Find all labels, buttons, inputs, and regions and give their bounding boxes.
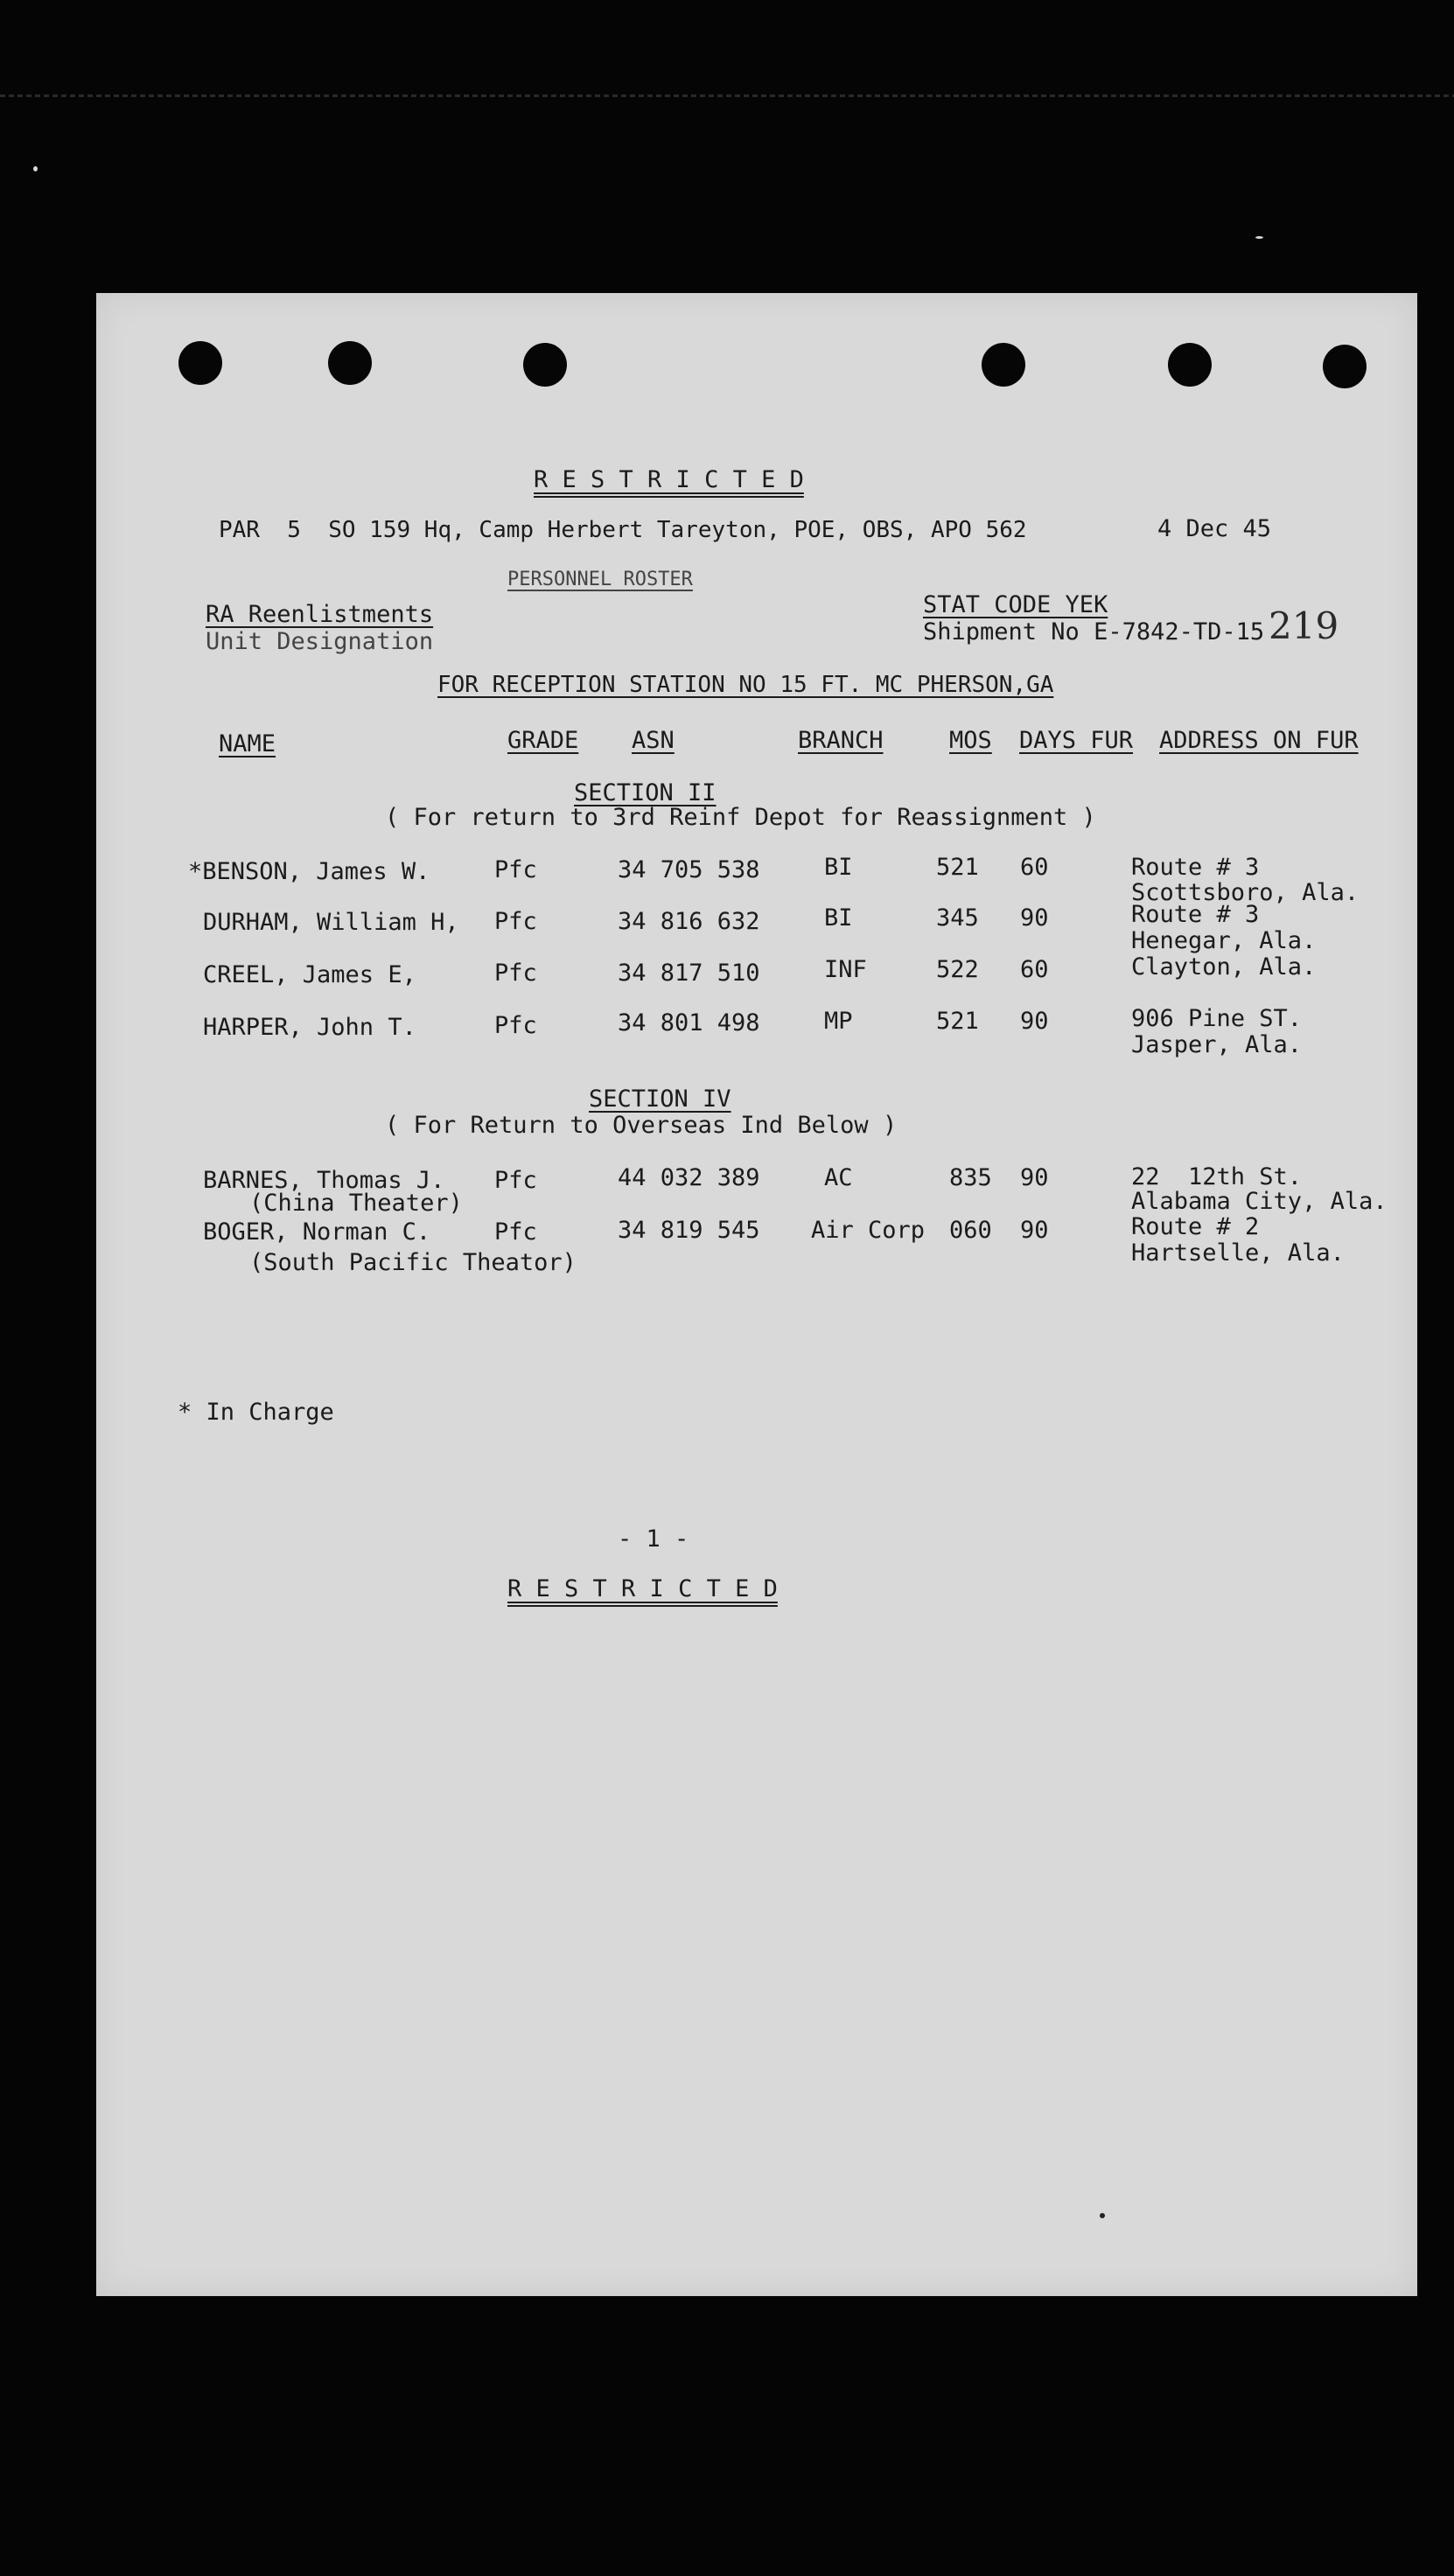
soldier-name: *BENSON, James W. <box>188 858 430 885</box>
scan-border-line <box>0 94 1454 97</box>
document-date: 4 Dec 45 <box>1157 515 1272 542</box>
scan-speck <box>1255 236 1263 239</box>
soldier-name: HARPER, John T. <box>203 1014 416 1041</box>
section-title: SECTION II <box>574 779 717 806</box>
soldier-asn: 34 819 545 <box>618 1217 760 1244</box>
column-header-branch: BRANCH <box>798 727 884 754</box>
soldier-name: CREEL, James E, <box>203 961 416 988</box>
furlough-days: 90 <box>1020 1164 1049 1191</box>
column-header-days-fur: DAYS FUR <box>1019 727 1134 754</box>
column-header-address: ADDRESS ON FUR <box>1159 727 1359 754</box>
punch-hole <box>982 343 1025 387</box>
soldier-mos: 521 <box>936 854 979 881</box>
soldier-asn: 44 032 389 <box>618 1164 760 1191</box>
punch-hole <box>328 341 372 385</box>
punch-hole <box>1168 343 1212 387</box>
address-line-1: Clayton, Ala. <box>1131 953 1317 981</box>
soldier-branch: INF <box>824 956 867 983</box>
address-line-2: Alabama City, Ala. <box>1131 1188 1388 1215</box>
paper-speck <box>1100 2213 1105 2218</box>
document-page <box>96 293 1417 2296</box>
address-line-1: 906 Pine ST. <box>1131 1005 1303 1032</box>
soldier-name: BARNES, Thomas J. <box>203 1167 445 1194</box>
soldier-grade: Pfc <box>494 1218 537 1246</box>
soldier-grade: Pfc <box>494 1012 537 1039</box>
soldier-branch: MP <box>824 1008 853 1035</box>
address-line-2: Hartselle, Ala. <box>1131 1239 1345 1267</box>
restricted-footer: R E S T R I C T E D <box>507 1575 778 1602</box>
soldier-mos: 345 <box>936 904 979 932</box>
soldier-grade: Pfc <box>494 1167 537 1194</box>
address-line-1: Route # 3 <box>1131 901 1260 928</box>
address-line-1: 22 12th St. <box>1131 1163 1303 1190</box>
soldier-branch: Air Corp <box>811 1217 926 1244</box>
restricted-header: R E S T R I C T E D <box>534 466 804 493</box>
section-title: SECTION IV <box>589 1086 731 1113</box>
soldier-grade: Pfc <box>494 856 537 883</box>
par-line: PAR 5 SO 159 Hq, Camp Herbert Tareyton, POE, OBS, APO 562 <box>219 517 1027 543</box>
column-header-grade: GRADE <box>507 727 579 754</box>
column-header-asn: ASN <box>632 727 675 754</box>
soldier-asn: 34 705 538 <box>618 856 760 883</box>
unit-designation-label: Unit Designation <box>206 628 434 655</box>
address-line-2: Henegar, Ala. <box>1131 927 1317 954</box>
furlough-days: 60 <box>1020 854 1049 881</box>
soldier-asn: 34 816 632 <box>618 908 760 935</box>
column-header-mos: MOS <box>949 727 992 754</box>
address-line-2: Scottsboro, Ala. <box>1131 879 1360 906</box>
section-subtitle: ( For return to 3rd Reinf Depot for Reassignment ) <box>385 804 1096 831</box>
handwritten-page-number: 219 <box>1269 604 1339 647</box>
stat-code: STAT CODE YEK <box>923 591 1108 618</box>
address-line-1: Route # 3 <box>1131 854 1260 881</box>
soldier-mos: 060 <box>949 1217 992 1244</box>
page-number: - 1 - <box>618 1525 689 1553</box>
furlough-days: 90 <box>1020 904 1049 932</box>
soldier-grade: Pfc <box>494 960 537 987</box>
ra-reenlistments-label: RA Reenlistments <box>206 601 434 628</box>
scan-speck <box>33 166 38 171</box>
section-subtitle: ( For Return to Overseas Ind Below ) <box>385 1112 898 1139</box>
address-line-1: Route # 2 <box>1131 1213 1260 1240</box>
soldier-mos: 835 <box>949 1164 992 1191</box>
soldier-name: BOGER, Norman C. <box>203 1218 431 1246</box>
theater-note: (China Theater) <box>249 1190 463 1217</box>
soldier-asn: 34 817 510 <box>618 960 760 987</box>
address-line-2: Jasper, Ala. <box>1131 1031 1303 1058</box>
soldier-branch: BI <box>824 904 853 932</box>
soldier-name: DURHAM, William H, <box>203 909 459 936</box>
soldier-grade: Pfc <box>494 908 537 935</box>
reception-station-line: FOR RECEPTION STATION NO 15 FT. MC PHERSON,GA <box>437 672 1054 698</box>
column-header-name: NAME <box>219 730 276 757</box>
soldier-mos: 521 <box>936 1008 979 1035</box>
furlough-days: 60 <box>1020 956 1049 983</box>
furlough-days: 90 <box>1020 1008 1049 1035</box>
soldier-mos: 522 <box>936 956 979 983</box>
furlough-days: 90 <box>1020 1217 1049 1244</box>
in-charge-note: * In Charge <box>178 1399 334 1426</box>
punch-hole <box>178 341 222 385</box>
soldier-branch: AC <box>824 1164 853 1191</box>
soldier-branch: BI <box>824 854 853 881</box>
soldier-asn: 34 801 498 <box>618 1009 760 1037</box>
personnel-roster-title: PERSONNEL ROSTER <box>507 569 693 590</box>
punch-hole <box>523 343 567 387</box>
theater-note: (South Pacific Theator) <box>249 1249 577 1276</box>
punch-hole <box>1323 345 1367 388</box>
shipment-number: Shipment No E-7842-TD-15 <box>923 618 1265 646</box>
